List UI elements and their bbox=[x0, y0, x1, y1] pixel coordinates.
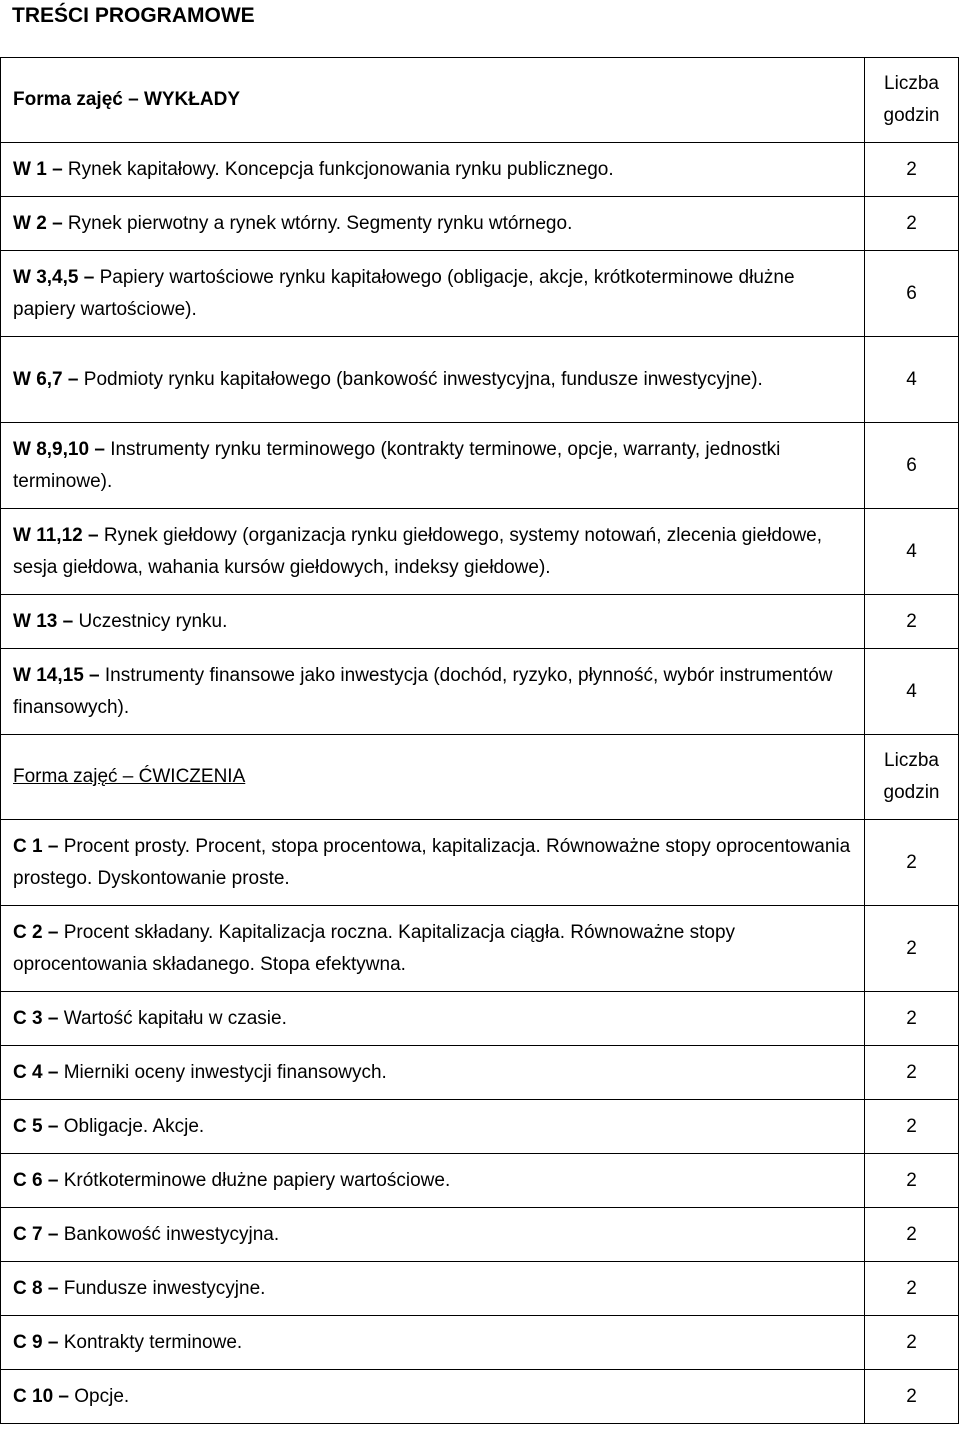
table-row bbox=[1, 906, 959, 992]
hours-cell: 2 bbox=[865, 992, 959, 1046]
topic-cell: C 8 – Fundusze inwestycyjne. bbox=[1, 1262, 865, 1316]
topic-code: W 2 bbox=[13, 212, 47, 234]
topic-code: C 3 bbox=[13, 1007, 43, 1029]
table-row bbox=[1, 509, 959, 595]
topic-text: Instrumenty finansowe jako inwestycja (dochód, ryzyko, płynność, wybór instrumentów finansowych). bbox=[13, 664, 833, 718]
topic-cell: C 7 – Bankowość inwestycyjna. bbox=[1, 1208, 865, 1262]
topic-code: C 7 bbox=[13, 1223, 43, 1245]
table-row bbox=[1, 1262, 959, 1316]
hours-label-line1: Liczba bbox=[884, 750, 939, 771]
table-row bbox=[1, 197, 959, 251]
hours-cell: 6 bbox=[865, 251, 959, 337]
topic-code: C 1 bbox=[13, 835, 43, 857]
table-row bbox=[1, 1208, 959, 1262]
hours-cell: 2 bbox=[865, 1154, 959, 1208]
topic-text: Bankowość inwestycyjna. bbox=[63, 1223, 280, 1245]
table-row bbox=[1, 649, 959, 735]
topic-cell: C 3 – Wartość kapitału w czasie. bbox=[1, 992, 865, 1046]
topic-text: Procent składany. Kapitalizacja roczna. Kapitalizacja ciągła. Równoważne stopy oprocentowania składanego. Stopa efektywna. bbox=[13, 921, 736, 975]
table-row bbox=[1, 337, 959, 423]
topic-text: Wartość kapitału w czasie. bbox=[63, 1007, 287, 1029]
topic-code: W 13 bbox=[13, 610, 58, 632]
lectures-header-title: Forma zajęć – WYKŁADY bbox=[1, 58, 865, 143]
exercises-header-hours bbox=[865, 735, 959, 820]
hours-cell: 6 bbox=[865, 423, 959, 509]
table-row bbox=[1, 251, 959, 337]
table-row bbox=[1, 1046, 959, 1100]
topic-code: W 1 bbox=[13, 158, 47, 180]
topic-code: C 2 bbox=[13, 921, 43, 943]
topic-cell: W 8,9,10 – Instrumenty rynku terminowego (kontrakty terminowe, opcje, warranty, jednostki terminowe). bbox=[1, 423, 865, 509]
table-row bbox=[1, 820, 959, 906]
topic-code: C 9 bbox=[13, 1331, 43, 1353]
hours-cell: 4 bbox=[865, 649, 959, 735]
topic-cell: C 2 – Procent składany. Kapitalizacja roczna. Kapitalizacja ciągła. Równoważne stopy oprocentowania składanego. Stopa efektywna. bbox=[1, 906, 865, 992]
hours-cell: 2 bbox=[865, 1208, 959, 1262]
table-row bbox=[1, 423, 959, 509]
topic-text: Procent prosty. Procent, stopa procentowa, kapitalizacja. Równoważne stopy oprocentowania prostego. Dyskontowanie proste. bbox=[13, 835, 851, 889]
topic-cell: C 6 – Krótkoterminowe dłużne papiery wartościowe. bbox=[1, 1154, 865, 1208]
exercises-header-title: Forma zajęć – ĆWICZENIA bbox=[1, 735, 865, 820]
topic-cell: W 6,7 – Podmioty rynku kapitałowego (bankowość inwestycyjna, fundusze inwestycyjne). bbox=[1, 337, 865, 423]
table-row bbox=[1, 1370, 959, 1424]
table-row bbox=[1, 595, 959, 649]
topic-code: C 5 bbox=[13, 1115, 43, 1137]
topic-text: Obligacje. Akcje. bbox=[63, 1115, 205, 1137]
hours-cell: 4 bbox=[865, 509, 959, 595]
topic-text: Podmioty rynku kapitałowego (bankowość inwestycyjna, fundusze inwestycyjne). bbox=[83, 368, 763, 390]
lectures-header-hours bbox=[865, 58, 959, 143]
topic-cell: C 1 – Procent prosty. Procent, stopa procentowa, kapitalizacja. Równoważne stopy oprocentowania prostego. Dyskontowanie proste. bbox=[1, 820, 865, 906]
topic-text: Rynek kapitałowy. Koncepcja funkcjonowania rynku publicznego. bbox=[67, 158, 614, 180]
hours-label-line2: godzin bbox=[883, 782, 940, 803]
hours-cell: 2 bbox=[865, 1370, 959, 1424]
lectures-header-row bbox=[1, 58, 959, 143]
hours-cell: 2 bbox=[865, 820, 959, 906]
topic-code: C 6 bbox=[13, 1169, 43, 1191]
hours-cell: 2 bbox=[865, 1316, 959, 1370]
hours-cell: 4 bbox=[865, 337, 959, 423]
hours-cell: 2 bbox=[865, 1046, 959, 1100]
topic-cell: W 1 – Rynek kapitałowy. Koncepcja funkcjonowania rynku publicznego. bbox=[1, 143, 865, 197]
topic-code: C 4 bbox=[13, 1061, 43, 1083]
topic-text: Mierniki oceny inwestycji finansowych. bbox=[63, 1061, 387, 1083]
topic-text: Uczestnicy rynku. bbox=[78, 610, 228, 632]
hours-cell: 2 bbox=[865, 1100, 959, 1154]
topic-cell: W 11,12 – Rynek giełdowy (organizacja rynku giełdowego, systemy notowań, zlecenia giełdowe, sesja giełdowa, wahania kursów giełdowych, indeksy giełdowe). bbox=[1, 509, 865, 595]
table-row bbox=[1, 143, 959, 197]
table-row bbox=[1, 1154, 959, 1208]
topic-cell: W 2 – Rynek pierwotny a rynek wtórny. Segmenty rynku wtórnego. bbox=[1, 197, 865, 251]
hours-cell: 2 bbox=[865, 906, 959, 992]
topic-text: Kontrakty terminowe. bbox=[63, 1331, 243, 1353]
hours-label-line1: Liczba bbox=[884, 73, 939, 94]
exercises-header-row bbox=[1, 735, 959, 820]
table-row bbox=[1, 992, 959, 1046]
topic-text: Instrumenty rynku terminowego (kontrakty terminowe, opcje, warranty, jednostki terminowe). bbox=[13, 438, 781, 492]
topic-code: C 10 bbox=[13, 1385, 54, 1407]
topic-text: Papiery wartościowe rynku kapitałowego (obligacje, akcje, krótkoterminowe dłużne papiery wartościowe). bbox=[13, 266, 795, 320]
table-row bbox=[1, 1316, 959, 1370]
topic-cell: C 4 – Mierniki oceny inwestycji finansowych. bbox=[1, 1046, 865, 1100]
table-row bbox=[1, 1100, 959, 1154]
topic-code: C 8 bbox=[13, 1277, 43, 1299]
hours-cell: 2 bbox=[865, 1262, 959, 1316]
topic-cell: C 9 – Kontrakty terminowe. bbox=[1, 1316, 865, 1370]
hours-cell: 2 bbox=[865, 143, 959, 197]
topic-code: W 6,7 bbox=[13, 368, 63, 390]
topic-cell: C 10 – Opcje. bbox=[1, 1370, 865, 1424]
topic-cell: C 5 – Obligacje. Akcje. bbox=[1, 1100, 865, 1154]
topic-text: Opcje. bbox=[74, 1385, 130, 1407]
hours-cell: 2 bbox=[865, 197, 959, 251]
hours-label-line2: godzin bbox=[883, 105, 940, 126]
topic-code: W 3,4,5 bbox=[13, 266, 79, 288]
topic-text: Krótkoterminowe dłużne papiery wartościowe. bbox=[63, 1169, 451, 1191]
topic-code: W 11,12 bbox=[13, 524, 83, 546]
topic-text: Rynek pierwotny a rynek wtórny. Segmenty rynku wtórnego. bbox=[67, 212, 573, 234]
topic-code: W 14,15 bbox=[13, 664, 84, 686]
section-title: TREŚCI PROGRAMOWE bbox=[12, 4, 255, 27]
topic-code: W 8,9,10 bbox=[13, 438, 90, 460]
hours-cell: 2 bbox=[865, 595, 959, 649]
topic-cell: W 3,4,5 – Papiery wartościowe rynku kapitałowego (obligacje, akcje, krótkoterminowe dłużne papiery wartościowe). bbox=[1, 251, 865, 337]
topic-cell: W 14,15 – Instrumenty finansowe jako inwestycja (dochód, ryzyko, płynność, wybór instrumentów finansowych). bbox=[1, 649, 865, 735]
topic-text: Fundusze inwestycyjne. bbox=[63, 1277, 266, 1299]
topic-cell: W 13 – Uczestnicy rynku. bbox=[1, 595, 865, 649]
topic-text: Rynek giełdowy (organizacja rynku giełdowego, systemy notowań, zlecenia giełdowe, sesja giełdowa, wahania kursów giełdowych, indeksy giełdowe). bbox=[13, 524, 823, 578]
program-table bbox=[0, 57, 959, 1424]
